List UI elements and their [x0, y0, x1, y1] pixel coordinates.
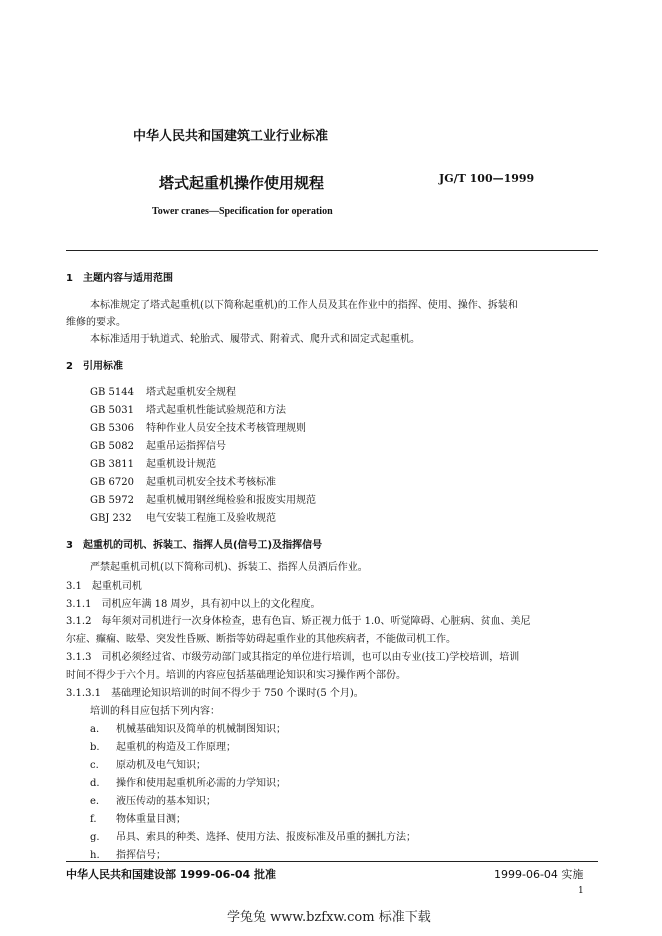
- clause-3-1-1: 3.1.1 司机应年满 18 周岁，具有初中以上的文化程度。: [66, 599, 321, 610]
- list-item: b. 起重机的构造及工作原理；: [90, 742, 236, 753]
- clause-3-1-3-line-1: 3.1.3 司机必须经过省、市级劳动部门或其指定的单位进行培训，也可以由专业(技工)学校培训，培训: [66, 652, 520, 663]
- page-title: 塔式起重机操作使用规程: [159, 174, 325, 192]
- section-3-heading: 3 起重机的司机、拆装工、指挥人员(信号工)及指挥信号: [66, 540, 323, 551]
- section-2-heading: 2 引用标准: [66, 361, 123, 372]
- section-1-para-2: 本标准适用于轨道式、轮胎式、履带式、附着式、爬升式和固定式起重机。: [90, 334, 420, 345]
- footer-divider: [66, 861, 598, 862]
- clause-3-1-3-line-2: 时间不得少于六个月。培训的内容应包括基础理论知识和实习操作两个部份。: [66, 670, 406, 681]
- reference-item: GB 5031 塔式起重机性能试验规范和方法: [90, 405, 286, 416]
- watermark: 学兔兔 www.bzfxw.com 标准下载: [227, 910, 431, 925]
- reference-item: GB 6720 起重机司机安全技术考核标准: [90, 477, 276, 488]
- page-number: 1: [578, 886, 584, 896]
- reference-item: GB 5144 塔式起重机安全规程: [90, 387, 236, 398]
- list-item: e. 液压传动的基本知识；: [90, 796, 216, 807]
- list-item: f. 物体重量目测；: [90, 814, 186, 825]
- reference-item: GB 5082 起重吊运指挥信号: [90, 441, 226, 452]
- clause-3-1-3-1: 3.1.3.1 基础理论知识培训的时间不得少于 750 个课时(5 个月)。: [66, 688, 364, 699]
- reference-item: GB 3811 起重机设计规范: [90, 459, 216, 470]
- clause-3-1: 3.1 起重机司机: [66, 581, 142, 592]
- list-item: g. 吊具、索具的种类、选择、使用方法、报废标准及吊重的捆扎方法；: [90, 832, 416, 843]
- clause-3-1-2-line-1: 3.1.2 每年须对司机进行一次身体检查，患有色盲、矫正视力低于 1.0、听觉障碍、心脏病、贫血、美尼: [66, 616, 531, 627]
- list-item: h. 指挥信号；: [90, 850, 166, 861]
- clause-3-1-2-line-2: 尔症、癫痫、眩晕、突发性昏厥、断指等妨碍起重作业的其他疾病者，不能做司机工作。: [66, 634, 456, 645]
- header-divider: [66, 250, 598, 251]
- list-item: d. 操作和使用起重机所必需的力学知识；: [90, 778, 286, 789]
- english-title: Tower cranes—Specification for operation: [152, 206, 333, 217]
- list-item: a. 机械基础知识及简单的机械制图知识；: [90, 724, 286, 735]
- list-item: c. 原动机及电气知识；: [90, 760, 206, 771]
- standard-org: 中华人民共和国建筑工业行业标准: [133, 129, 329, 144]
- reference-item: GB 5306 特种作业人员安全技术考核管理规则: [90, 423, 306, 434]
- subjects-intro: 培训的科目应包括下列内容：: [90, 706, 220, 717]
- section-1-para-1: 本标准规定了塔式起重机(以下简称起重机)的工作人员及其在作业中的指挥、使用、操作、拆装和: [90, 300, 518, 311]
- section-3-intro: 严禁起重机司机(以下简称司机)、拆装工、指挥人员酒后作业。: [90, 562, 368, 573]
- implement-date: 1999-06-04 实施: [494, 868, 584, 881]
- approval-note: 中华人民共和国建设部 1999-06-04 批准: [66, 868, 277, 881]
- standard-code: JG/T 100—1999: [439, 172, 535, 185]
- reference-item: GB 5972 起重机械用钢丝绳检验和报废实用规范: [90, 495, 316, 506]
- reference-item: GBJ 232 电气安装工程施工及验收规范: [90, 513, 276, 524]
- section-1-para-1-cont: 维修的要求。: [66, 317, 126, 328]
- section-1-heading: 1 主题内容与适用范围: [66, 273, 173, 284]
